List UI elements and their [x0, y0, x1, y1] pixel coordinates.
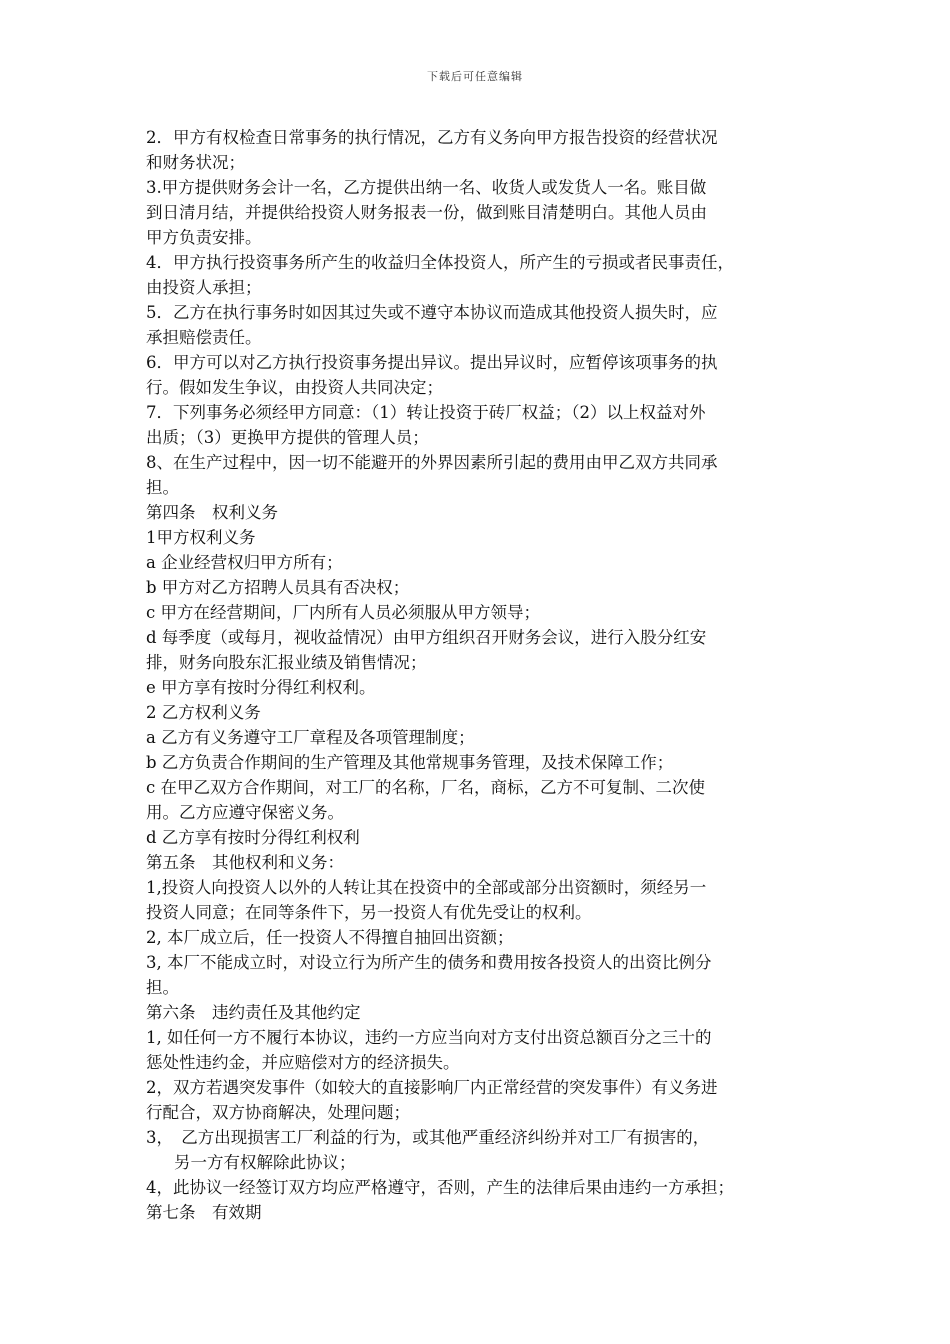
- text-line: 3, 本厂不能成立时，对设立行为所产生的债务和费用按各投资人的出资比例分: [146, 953, 712, 972]
- text-line: d 每季度（或每月，视收益情况）由甲方组织召开财务会议，进行入股分红安: [146, 628, 707, 647]
- text-line: 1, 如任何一方不履行本协议，违约一方应当向对方支付出资总额百分之三十的: [146, 1028, 712, 1047]
- text-line: c 甲方在经营期间，厂内所有人员必须服从甲方领导；: [146, 603, 540, 622]
- document-body: [146, 125, 826, 1225]
- section-heading: 第七条 有效期: [146, 1203, 262, 1222]
- text-line: 到日清月结，并提供给投资人财务报表一份，做到账目清楚明白。其他人员由: [146, 203, 707, 222]
- text-line: 7．下列事务必须经甲方同意：（1）转让投资于砖厂权益；（2）以上权益对外: [146, 403, 706, 422]
- subsection-heading: 2 乙方权利义务: [146, 703, 261, 722]
- text-line: a 企业经营权归甲方所有；: [146, 553, 343, 572]
- text-line: 排，财务向股东汇报业绩及销售情况；: [146, 653, 427, 672]
- subsection-heading: 1甲方权利义务: [146, 528, 256, 547]
- text-line: 投资人同意；在同等条件下，另一投资人有优先受让的权利。: [146, 903, 592, 922]
- text-line: 另一方有权解除此协议；: [174, 1153, 356, 1172]
- section-heading: 第四条 权利义务: [146, 503, 278, 522]
- text-line: 2．甲方有权检查日常事务的执行情况，乙方有义务向甲方报告投资的经营状况: [146, 128, 718, 147]
- text-line: 惩处性违约金，并应赔偿对方的经济损失。: [146, 1053, 460, 1072]
- text-line: b 甲方对乙方招聘人员具有否决权；: [146, 578, 410, 597]
- section-heading: 第五条 其他权利和义务：: [146, 853, 344, 872]
- page-header: 下载后可任意编辑: [427, 70, 523, 83]
- text-line: 5．乙方在执行事务时如因其过失或不遵守本协议而造成其他投资人损失时，应: [146, 303, 718, 322]
- text-line: a 乙方有义务遵守工厂章程及各项管理制度；: [146, 728, 475, 747]
- section-heading: 第六条 违约责任及其他约定: [146, 1003, 361, 1022]
- text-line: 用。乙方应遵守保密义务。: [146, 803, 344, 822]
- text-line: 由投资人承担；: [146, 278, 262, 297]
- text-line: 2, 本厂成立后，任一投资人不得擅自抽回出资额；: [146, 928, 514, 947]
- text-line: e 甲方享有按时分得红利权利。: [146, 678, 376, 697]
- text-line: 4．甲方执行投资事务所产生的收益归全体投资人，所产生的亏损或者民事责任，: [146, 253, 734, 272]
- text-line: 和财务状况；: [146, 153, 245, 172]
- text-line: 担。: [146, 978, 179, 997]
- text-line: 行配合，双方协商解决，处理问题；: [146, 1103, 410, 1122]
- text-line: 1,投资人向投资人以外的人转让其在投资中的全部或部分出资额时，须经另一: [146, 878, 707, 897]
- text-line: 4，此协议一经签订双方均应严格遵守，否则，产生的法律后果由违约一方承担；: [146, 1178, 734, 1197]
- text-line: 3.甲方提供财务会计一名，乙方提供出纳一名、收货人或发货人一名。账目做: [146, 178, 707, 197]
- text-line: 甲方负责安排。: [146, 228, 262, 247]
- text-line: 行。假如发生争议，由投资人共同决定；: [146, 378, 443, 397]
- text-line: 3， 乙方出现损害工厂利益的行为，或其他严重经济纠纷并对工厂有损害的，: [146, 1128, 710, 1147]
- text-line: 担。: [146, 478, 179, 497]
- text-line: c 在甲乙双方合作期间，对工厂的名称，厂名，商标，乙方不可复制、二次使: [146, 778, 705, 797]
- text-line: 承担赔偿责任。: [146, 328, 262, 347]
- text-line: 2，双方若遇突发事件（如较大的直接影响厂内正常经营的突发事件）有义务进: [146, 1078, 718, 1097]
- text-line: d 乙方享有按时分得红利权利: [146, 828, 360, 847]
- text-line: 出质；（3）更换甲方提供的管理人员；: [146, 428, 429, 447]
- text-line: 6．甲方可以对乙方执行投资事务提出异议。提出异议时，应暂停该项事务的执: [146, 353, 718, 372]
- text-line: b 乙方负责合作期间的生产管理及其他常规事务管理，及技术保障工作；: [146, 753, 674, 772]
- text-line: 8、在生产过程中，因一切不能避开的外界因素所引起的费用由甲乙双方共同承: [146, 453, 718, 472]
